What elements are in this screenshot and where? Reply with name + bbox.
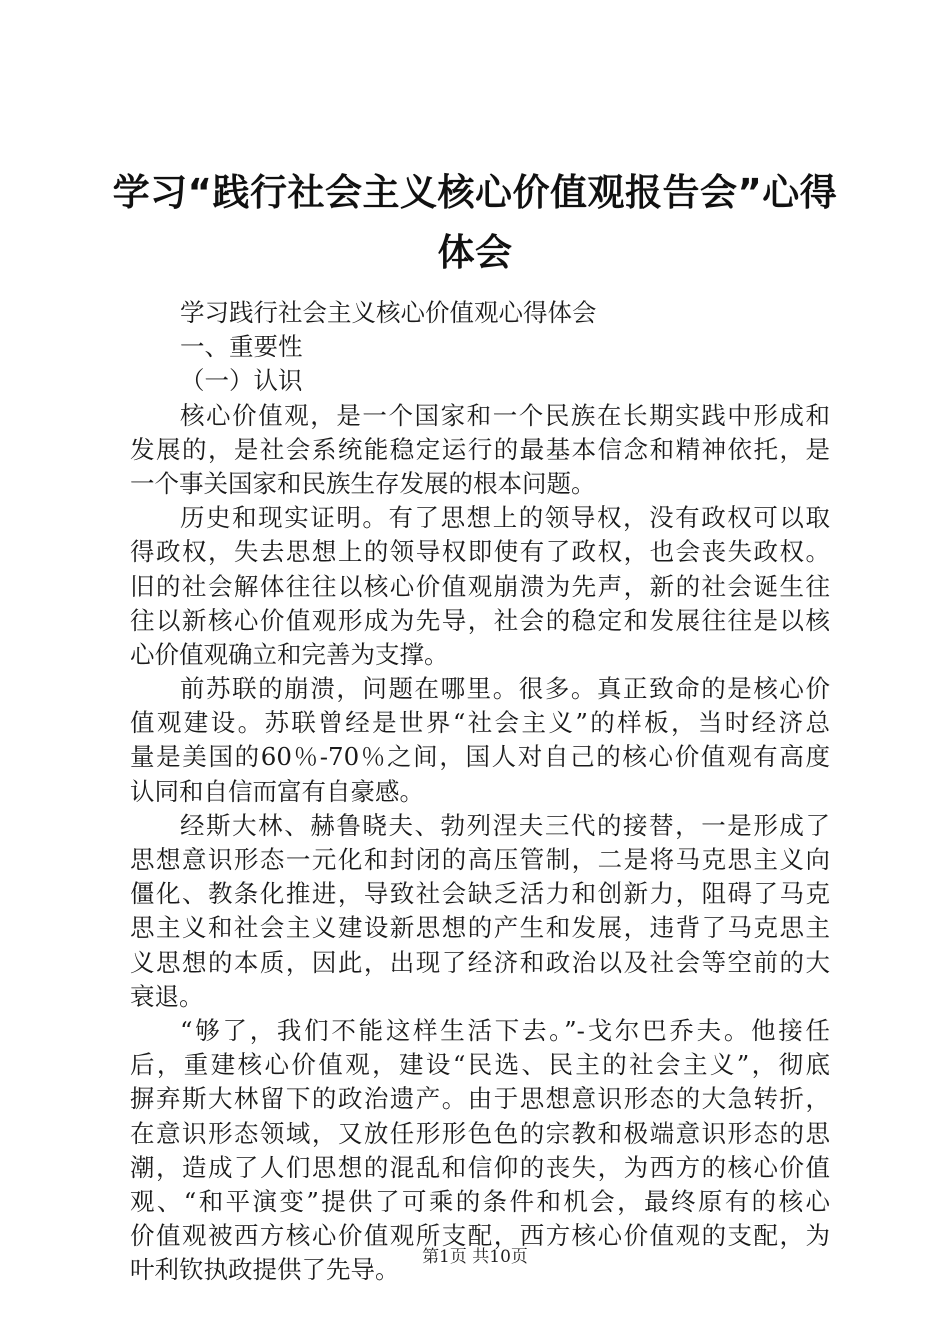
- text-line: 历史和现实证明。有了思想上的领导权，没有政权可以取: [180, 503, 830, 533]
- text-line: 在意识形态领域，又放任形形色色的宗教和极端意识形态的思: [130, 1118, 830, 1148]
- text-line: 核心价值观，是一个国家和一个民族在长期实践中形成和: [180, 400, 830, 430]
- text-line: 得政权，失去思想上的领导权即使有了政权，也会丧失政权。: [130, 537, 830, 567]
- text-line: 往以新核心价值观形成为先导，社会的稳定和发展往往是以核: [130, 605, 830, 635]
- text-line: 一个事关国家和民族生存发展的根本问题。: [130, 468, 596, 498]
- text-line: “够了，我们不能这样生活下去。”-戈尔巴乔夫。他接任: [180, 1015, 830, 1045]
- text-line: 学习践行社会主义核心价值观心得体会: [180, 298, 597, 327]
- text-line: 思想意识形态一元化和封闭的高压管制，二是将马克思主义向: [130, 845, 830, 874]
- document-body: [130, 296, 830, 1287]
- text-line: 摒弃斯大林留下的政治遗产。由于思想意识形态的大急转折，: [130, 1084, 830, 1114]
- text-line: 后，重建核心价值观，建设“民选、民主的社会主义”，彻底: [130, 1050, 830, 1080]
- text-line: （一）认识: [180, 366, 303, 396]
- title-line-2: 体会: [437, 231, 513, 274]
- text-line: 认同和自信而富有自豪感。: [130, 776, 424, 806]
- text-line: 值观建设。苏联曾经是世界“社会主义”的样板，当时经济总: [130, 708, 830, 738]
- text-line: 心价值观确立和完善为支撑。: [130, 639, 449, 669]
- text-line: 僵化、教条化推进，导致社会缺乏活力和创新力，阻碍了马克: [130, 879, 830, 909]
- text-line: 价值观被西方核心价值观所支配，西方核心价值观的支配，为: [130, 1221, 830, 1251]
- page-footer: 第1页 共10页: [422, 1247, 528, 1267]
- text-line: 一、重要性: [180, 332, 303, 362]
- text-line: 发展的，是社会系统能稳定运行的最基本信念和精神依托，是: [130, 434, 830, 464]
- document-title: [110, 163, 840, 283]
- text-line: 前苏联的崩溃，问题在哪里。很多。真正致命的是核心价: [180, 674, 830, 704]
- text-line: 义思想的本质，因此，出现了经济和政治以及社会等空前的大: [130, 947, 830, 977]
- text-line: 叶利钦执政提供了先导。: [130, 1255, 400, 1285]
- text-line: 衰退。: [130, 981, 204, 1011]
- text-line: 思主义和社会主义建设新思想的产生和发展，违背了马克思主: [130, 913, 830, 943]
- text-line: 经斯大林、赫鲁晓夫、勃列涅夫三代的接替，一是形成了: [180, 810, 830, 840]
- title-line-1: 学习“践行社会主义核心价值观报告会”心得: [112, 171, 838, 214]
- text-line: 潮，造成了人们思想的混乱和信仰的丧失，为西方的核心价值: [130, 1152, 830, 1182]
- text-line: 观、“和平演变”提供了可乘的条件和机会，最终原有的核心: [130, 1186, 830, 1216]
- text-line: 旧的社会解体往往以核心价值观崩溃为先声，新的社会诞生往: [130, 571, 830, 601]
- text-line: 量是美国的60％-70％之间，国人对自己的核心价值观有高度: [130, 742, 830, 772]
